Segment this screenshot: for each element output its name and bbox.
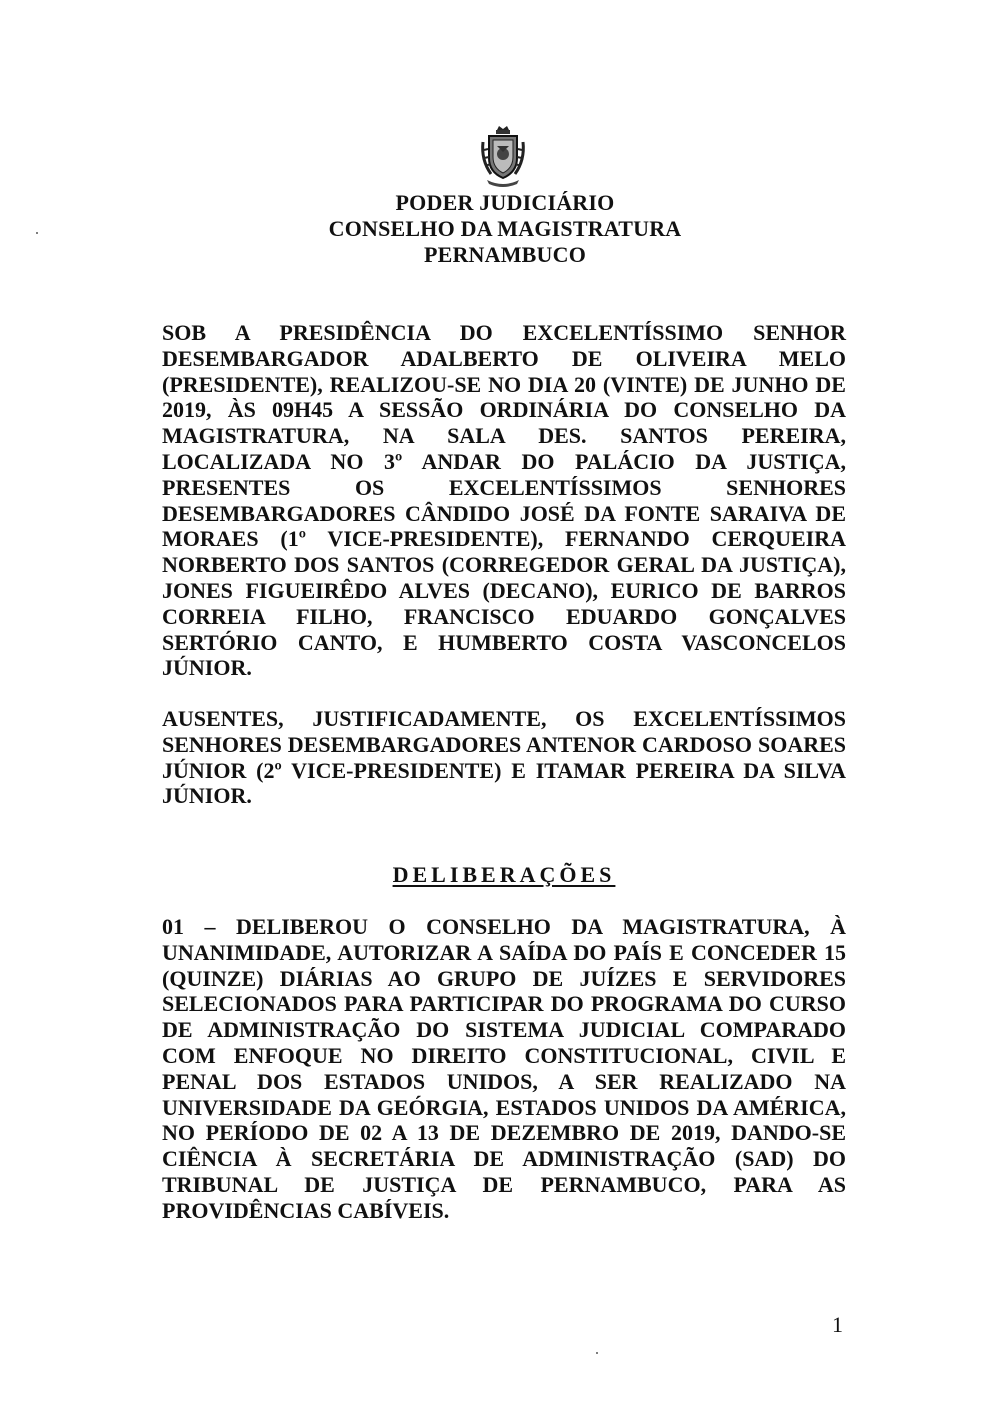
page-number: 1 [832, 1312, 843, 1337]
scan-speck [36, 232, 38, 234]
absences-paragraph: AUSENTES, JUSTIFICADAMENTE, OS EXCELENTÍSSIMOS SENHORES DESEMBARGADORES ANTENOR CARDOSO SOARES JÚNIOR (2º VICE-PRESIDENTE) E ITAMAR PEREIRA DA SILVA JÚNIOR. [162, 706, 846, 809]
session-opening-paragraph: SOB A PRESIDÊNCIA DO EXCELENTÍSSIMO SENHOR DESEMBARGADOR ADALBERTO DE OLIVEIRA MELO (PRESIDENTE), REALIZOU-SE NO DIA 20 (VINTE) DE JUNHO DE 2019, ÀS 09H45 A SESSÃO ORDINÁRIA DO CONSELHO DA MAGISTRATURA, NA SALA DES. SANTOS PEREIRA, LOCALIZADA NO 3º ANDAR DO PALÁCIO DA JUSTIÇA, PRESENTES OS EXCELENTÍSSIMOS SENHORES DESEMBARGADORES CÂNDIDO JOSÉ DA FONTE SARAIVA DE MORAES (1º VICE-PRESIDENTE), FERNANDO CERQUEIRA NORBERTO DOS SANTOS (CORREGEDOR GERAL DA JUSTIÇA), JONES FIGUEIRÊDO ALVES (DECANO), EURICO DE BARROS CORREIA FILHO, FRANCISCO EDUARDO GONÇALVES SERTÓRIO CANTO, E HUMBERTO COSTA VASCONCELOS JÚNIOR. [162, 320, 846, 681]
scan-speck [596, 1352, 598, 1354]
deliberation-item: 01 – DELIBEROU O CONSELHO DA MAGISTRATURA, À UNANIMIDADE, AUTORIZAR A SAÍDA DO PAÍS E CONCEDER 15 (QUINZE) DIÁRIAS AO GRUPO DE JUÍZES E SERVIDORES SELECIONADOS PARA PARTICIPAR DO PROGRAMA DO CURSO DE ADMINISTRAÇÃO DO SISTEMA JUDICIAL COMPARADO COM ENFOQUE NO DIREITO CONSTITUCIONAL, CIVIL E PENAL DOS ESTADOS UNIDOS, A SER REALIZADO NA UNIVERSIDADE DA GEÓRGIA, ESTADOS UNIDOS DA AMÉRICA, NO PERÍODO DE 02 A 13 DE DEZEMBRO DE 2019, DANDO-SE CIÊNCIA À SECRETÁRIA DE ADMINISTRAÇÃO (SAD) DO TRIBUNAL DE JUSTIÇA DE PERNAMBUCO, PARA AS PROVIDÊNCIAS CABÍVEIS. [162, 914, 846, 1223]
header-state-name: PERNAMBUCO [423, 242, 587, 267]
deliberations-heading: DELIBERAÇÕES [392, 862, 616, 887]
header-court-name: PODER JUDICIÁRIO [395, 190, 615, 215]
document-header [0, 190, 1000, 268]
coat-of-arms-icon [479, 124, 527, 190]
header-council-name: CONSELHO DA MAGISTRATURA [328, 216, 682, 241]
